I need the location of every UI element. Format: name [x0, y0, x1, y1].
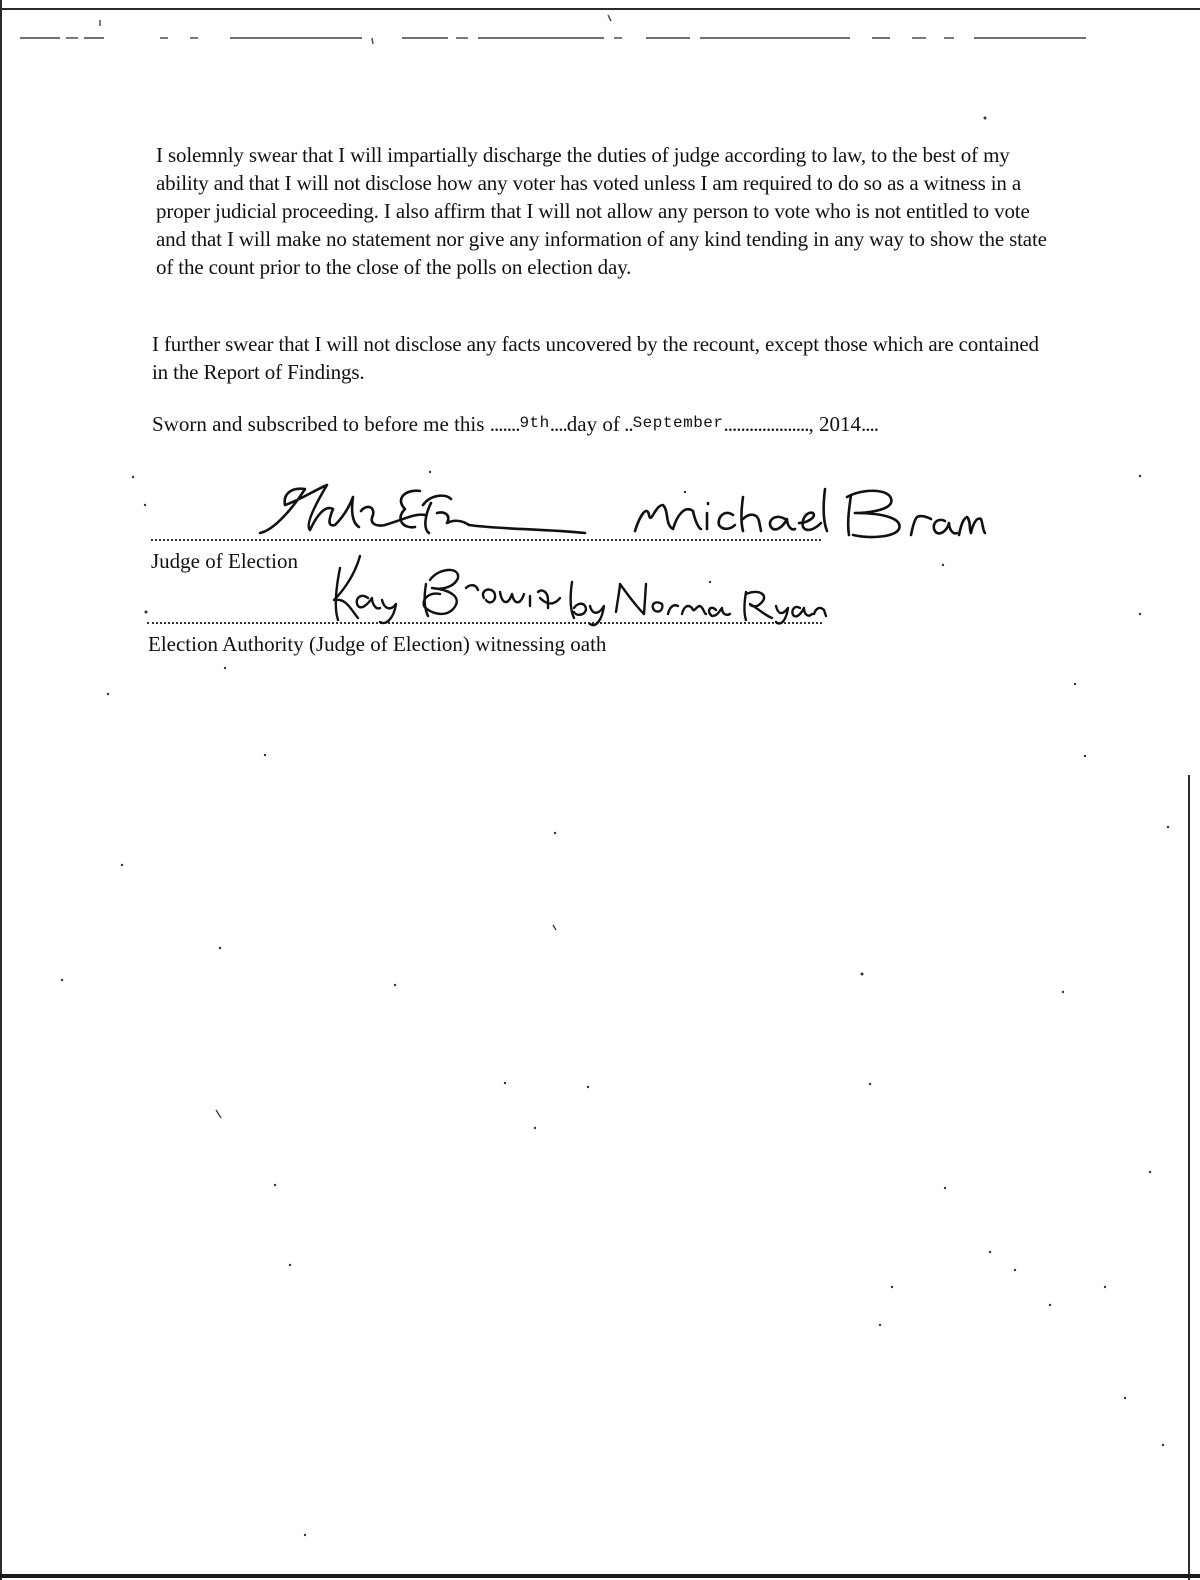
recount-oath-paragraph: I further swear that I will not disclose any facts uncovered by the recount, except those which are contained in the Report of Findings.: [152, 332, 1039, 384]
sworn-prefix: Sworn and subscribed to before me this: [152, 412, 485, 436]
header-scan-dashes: [0, 0, 1200, 50]
year-prefix: , 20: [808, 412, 840, 436]
scan-border-bottom: [0, 1574, 1200, 1578]
election-authority-label: Election Authority (Judge of Election) witnessing oath: [148, 632, 607, 656]
month-field: September: [632, 414, 724, 432]
dot-leader: ....: [861, 412, 878, 436]
day-field: 9th: [519, 414, 550, 432]
year-field: 14: [840, 412, 861, 436]
scan-border-left: [0, 0, 2, 1580]
dot-leader: ....................: [723, 412, 809, 436]
judge-signature: [255, 475, 995, 555]
authority-signature: [320, 548, 830, 628]
sworn-statement: [152, 410, 878, 441]
judge-of-election-label: Judge of Election: [151, 549, 298, 573]
dot-leader: ....: [549, 412, 567, 436]
scan-border-right: [1188, 775, 1190, 1580]
oath-paragraph: I solemnly swear that I will impartially discharge the duties of judge according to law, to the best of my ability and that I will not disclose how any voter has voted unless I am required to do so as a witness in a proper judicial proceeding. I also affirm that I will not allow any person to vote who is not entitled to vote and that I will make no statement nor give any information of any kind tending in any way to show the state of the count prior to the close of the polls on election day.: [156, 143, 1047, 279]
day-of-label: day of: [566, 412, 620, 436]
dot-leader: .......: [489, 412, 520, 436]
dot-leader: ..: [619, 412, 633, 436]
